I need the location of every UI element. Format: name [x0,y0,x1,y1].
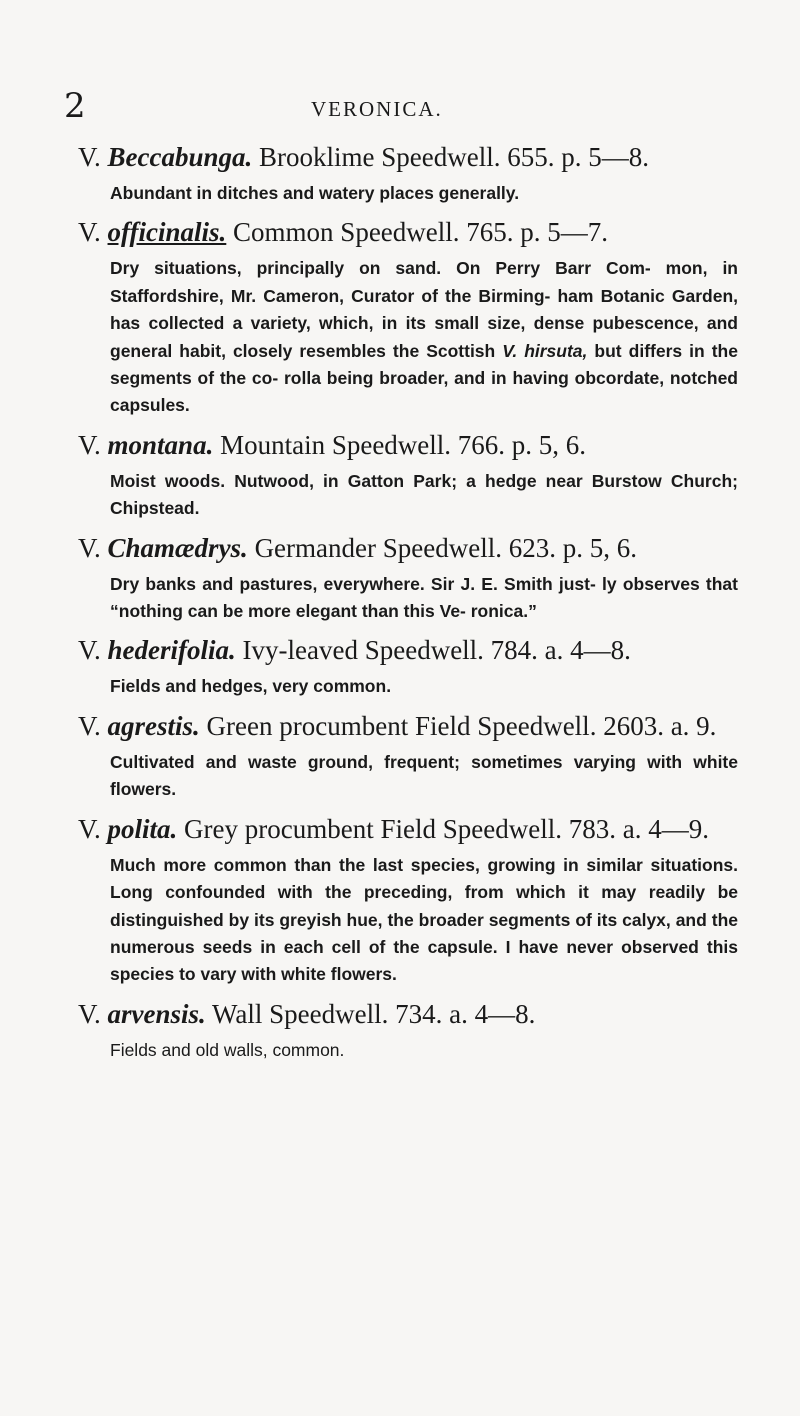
species-entry-beccabunga [78,138,738,207]
species-description: Cultivated and waste ground, frequent; sometimes varying with white flowers. [110,751,738,800]
common-name: Brooklime Speedwell. 655. p. 5—8. [252,142,649,172]
species-heading [78,631,738,669]
species-name: arvensis. [107,998,206,1029]
species-list [78,138,738,1070]
species-entry-officinalis [78,213,738,419]
genus-abbrev: V. [78,813,101,844]
species-name: hederifolia. [107,635,236,666]
species-entry-chamaedrys [78,529,738,626]
species-description: Dry banks and pastures, everywhere. Sir J. E. Smith just- ly observes that “nothing can be more elegant than this Ve- ronica.” [110,573,738,622]
page-number: 2 [64,86,86,126]
common-name: Germander Speedwell. 623. p. 5, 6. [247,532,637,563]
common-name: Grey procumbent Field Speedwell. 783. a. 4—9. [177,813,709,844]
species-heading [78,138,738,176]
description-part: Dry situations, principally on sand. On Perry Barr Com- mon, in Staffordshire, Mr. Cameron, Curator of the Birming- ham Botanic Garden, has collected a variety, which, in its small size, dense pubescence, and general habit, closely resembles the Scottish [110,258,738,361]
species-description: Fields and hedges, very common. [110,676,392,697]
species-heading [78,707,738,745]
species-name: polita. [107,813,178,844]
species-heading [78,426,738,464]
genus-abbrev: V. [78,710,101,741]
species-entry-polita [78,810,738,989]
species-name: officinalis. [107,217,227,248]
common-name: Wall Speedwell. 734. a. 4—8. [205,998,536,1029]
species-description: Much more common than the last species, growing in similar situations. Long confounded with the preceding, from which it may readily be distinguished by its greyish hue, the broader segments of its calyx, and the numerous seeds in each cell of the capsule. I have never observed this species to vary with white flowers. [110,854,738,985]
description-part: but differs in the segments of the co- rolla being broader, and in having obcordate, notched capsules. [110,340,738,416]
common-name: Ivy-leaved Speedwell. 784. a. 4—8. [235,635,631,666]
common-name: Mountain Speedwell. 766. p. 5, 6. [213,429,587,460]
genus-abbrev: V. [78,429,101,460]
common-name: Green procumbent Field Speedwell. 2603. a. 9. [199,710,717,741]
species-description [78,255,738,419]
species-entry-montana [78,426,738,523]
common-name: Common Speedwell. 765. p. 5—7. [226,217,609,248]
genus-abbrev: V. [78,532,101,563]
species-heading [78,810,738,848]
running-head: VERONICA. [311,97,443,121]
genus-abbrev: V. [78,998,101,1029]
page-header [0,86,800,126]
genus-abbrev: V. [78,142,101,172]
species-name: montana. [107,429,214,460]
species-description: Abundant in ditches and watery places generally. [110,183,520,203]
species-heading [78,995,738,1033]
species-name: Beccabunga. [107,142,253,172]
genus-abbrev: V. [78,217,101,248]
species-description: Moist woods. Nutwood, in Gatton Park; a hedge near Burstow Church; Chipstead. [110,470,738,519]
species-name: agrestis. [107,710,200,741]
species-entry-agrestis [78,707,738,804]
species-entry-hederifolia [78,631,738,700]
description-italic: V. hirsuta, [502,340,588,361]
species-name: Chamædrys. [107,532,248,563]
species-heading [78,529,738,567]
species-entry-arvensis [78,995,738,1064]
species-description: Fields and old walls, common. [110,1039,345,1060]
genus-abbrev: V. [78,635,101,666]
species-heading [78,213,738,251]
